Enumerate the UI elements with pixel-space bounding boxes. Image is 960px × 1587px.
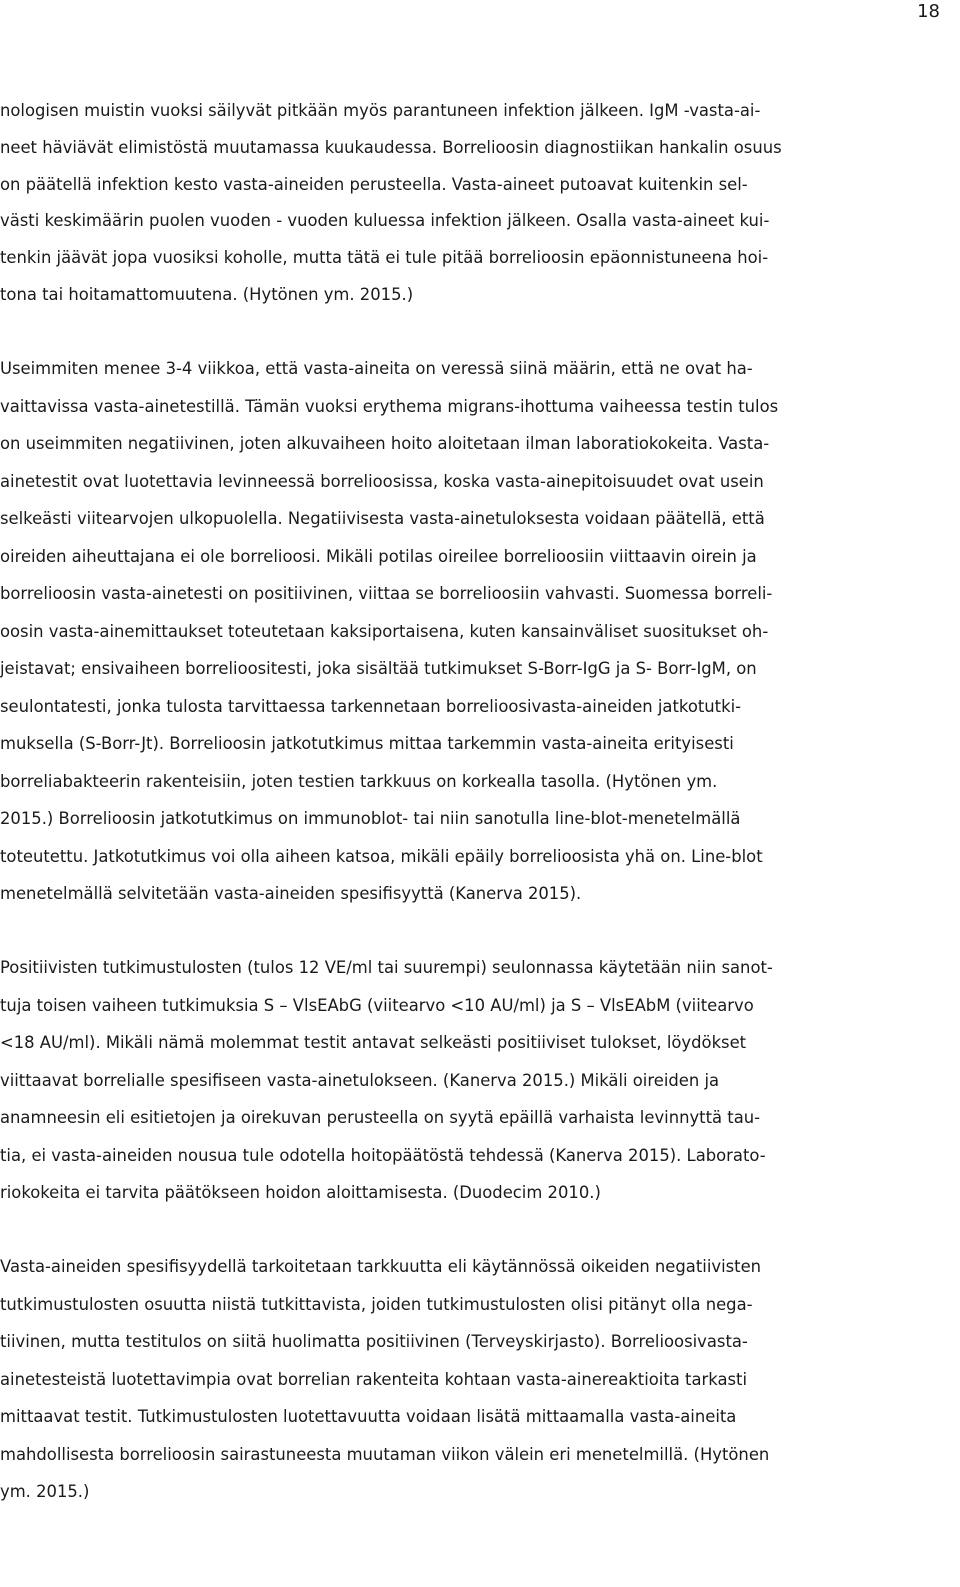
paragraph: Positiivisten tutkimustulosten (tulos 12 VE/ml tai suurempi) seulonnassa käytetään niin sanot- tuja toisen vaiheen tutkimuksia S – VlsEAbG (viitearvo <10 AU/ml) ja S – VlsEAbM (viitearvo <18 AU/ml). Mikäli nämä molemmat testit antavat selkeästi positiiviset tulokset, löydökset viittaavat borrelialle spesifiseen vasta-ainetulokseen. (Kanerva 2015.) Mikäli oireiden ja anamneesin eli esitietojen ja oirekuvan perusteella on syytä epäillä varhaista levinnyttä tau- tia, ei vasta-aineiden nousua tule odotella hoitopäätöstä tehdessä (Kanerva 2015). Laborato- riokokeita ei tarvita päätökseen hoidon aloittamisesta. (Duodecim 2010.) xyxy=(0,958,773,1203)
paragraph: Vasta-aineiden spesifisyydellä tarkoitetaan tarkkuutta eli käytännössä oikeiden negatiivisten tutkimustulosten osuutta niistä tutkittavista, joiden tutkimustulosten olisi pitänyt olla nega- tiivinen, mutta testitulos on siitä huolimatta positiivinen (Terveyskirjasto). Borrelioosivasta- ainetesteistä luotettavimpia ovat borrelian rakenteita kohtaan vasta-ainereaktioita tarkasti mittaavat testit. Tutkimustulosten luotettavuutta voidaan lisätä mittaamalla vasta-aineita mahdollisesta borrelioosin sairastuneesta muutaman viikon välein eri menetelmillä. (Hytönen ym. 2015.) xyxy=(0,1257,770,1502)
paragraph: Useimmiten menee 3-4 viikkoa, että vasta-aineita on veressä siinä määrin, että ne ovat ha- vaittavissa vasta-ainetestillä. Tämän vuoksi erythema migrans-ihottuma vaiheessa testin tulos on useimmiten negatiivinen, joten alkuvaiheen hoito aloitetaan ilman laboratiokokeita. Vasta- ainetestit ovat luotettavia levinneessä borrelioosissa, koska vasta-ainepitoisuudet ovat usein selkeästi viitearvojen ulkopuolella. Negatiivisesta vasta-ainetuloksesta voidaan päätellä, että oireiden aiheuttajana ei ole borrelioosi. Mikäli potilas oireilee borrelioosiin viittaavin oirein ja borrelioosin vasta-ainetesti on positiivinen, viittaa se borrelioosiin vahvasti. Suomessa borreli- oosin vasta-ainemittaukset toteutetaan kaksiportaisena, kuten kansainväliset suositukset oh- jeistavat; ensivaiheen borrelioositesti, joka sisältää tutkimukset S-Borr-IgG ja S- Borr-IgM, on seulontatesti, jonka tulosta tarvittaessa tarkennetaan borrelioosivasta-aineiden jatkotutki- muksella (S-Borr-Jt). Borrelioosin jatkotutkimus mittaa tarkemmin vasta-aineita erityisesti borreliabakteerin rakenteisiin, joten testien tarkkuus on korkealla tasolla. (Hytönen ym. 2015.) Borrelioosin jatkotutkimus on immunoblot- tai niin sanotulla line-blot-menetelmällä toteutettu. Jatkotutkimus voi olla aiheen katsoa, mikäli epäily borrelioosista yhä on. Line-blot menetelmällä selvitetään vasta-aineiden spesifisyyttä (Kanerva 2015). xyxy=(0,359,779,904)
page-body xyxy=(0,93,948,1511)
page-number: 18 xyxy=(917,1,940,22)
paragraph: nologisen muistin vuoksi säilyvät pitkään myös parantuneen infektion jälkeen. IgM -vasta-ai- neet häviävät elimistöstä muutamassa kuukaudessa. Borrelioosin diagnostiikan hankalin osuus on päätellä infektion kesto vasta-aineiden perusteella. Vasta-aineet putoavat kuitenkin sel- västi keskimäärin puolen vuoden - vuoden kuluessa infektion jälkeen. Osalla vasta-aineet kui- tenkin jäävät jopa vuosiksi koholle, mutta tätä ei tule pitää borrelioosin epäonnistuneena hoi- tona tai hoitamattomuutena. (Hytönen ym. 2015.) xyxy=(0,101,782,304)
